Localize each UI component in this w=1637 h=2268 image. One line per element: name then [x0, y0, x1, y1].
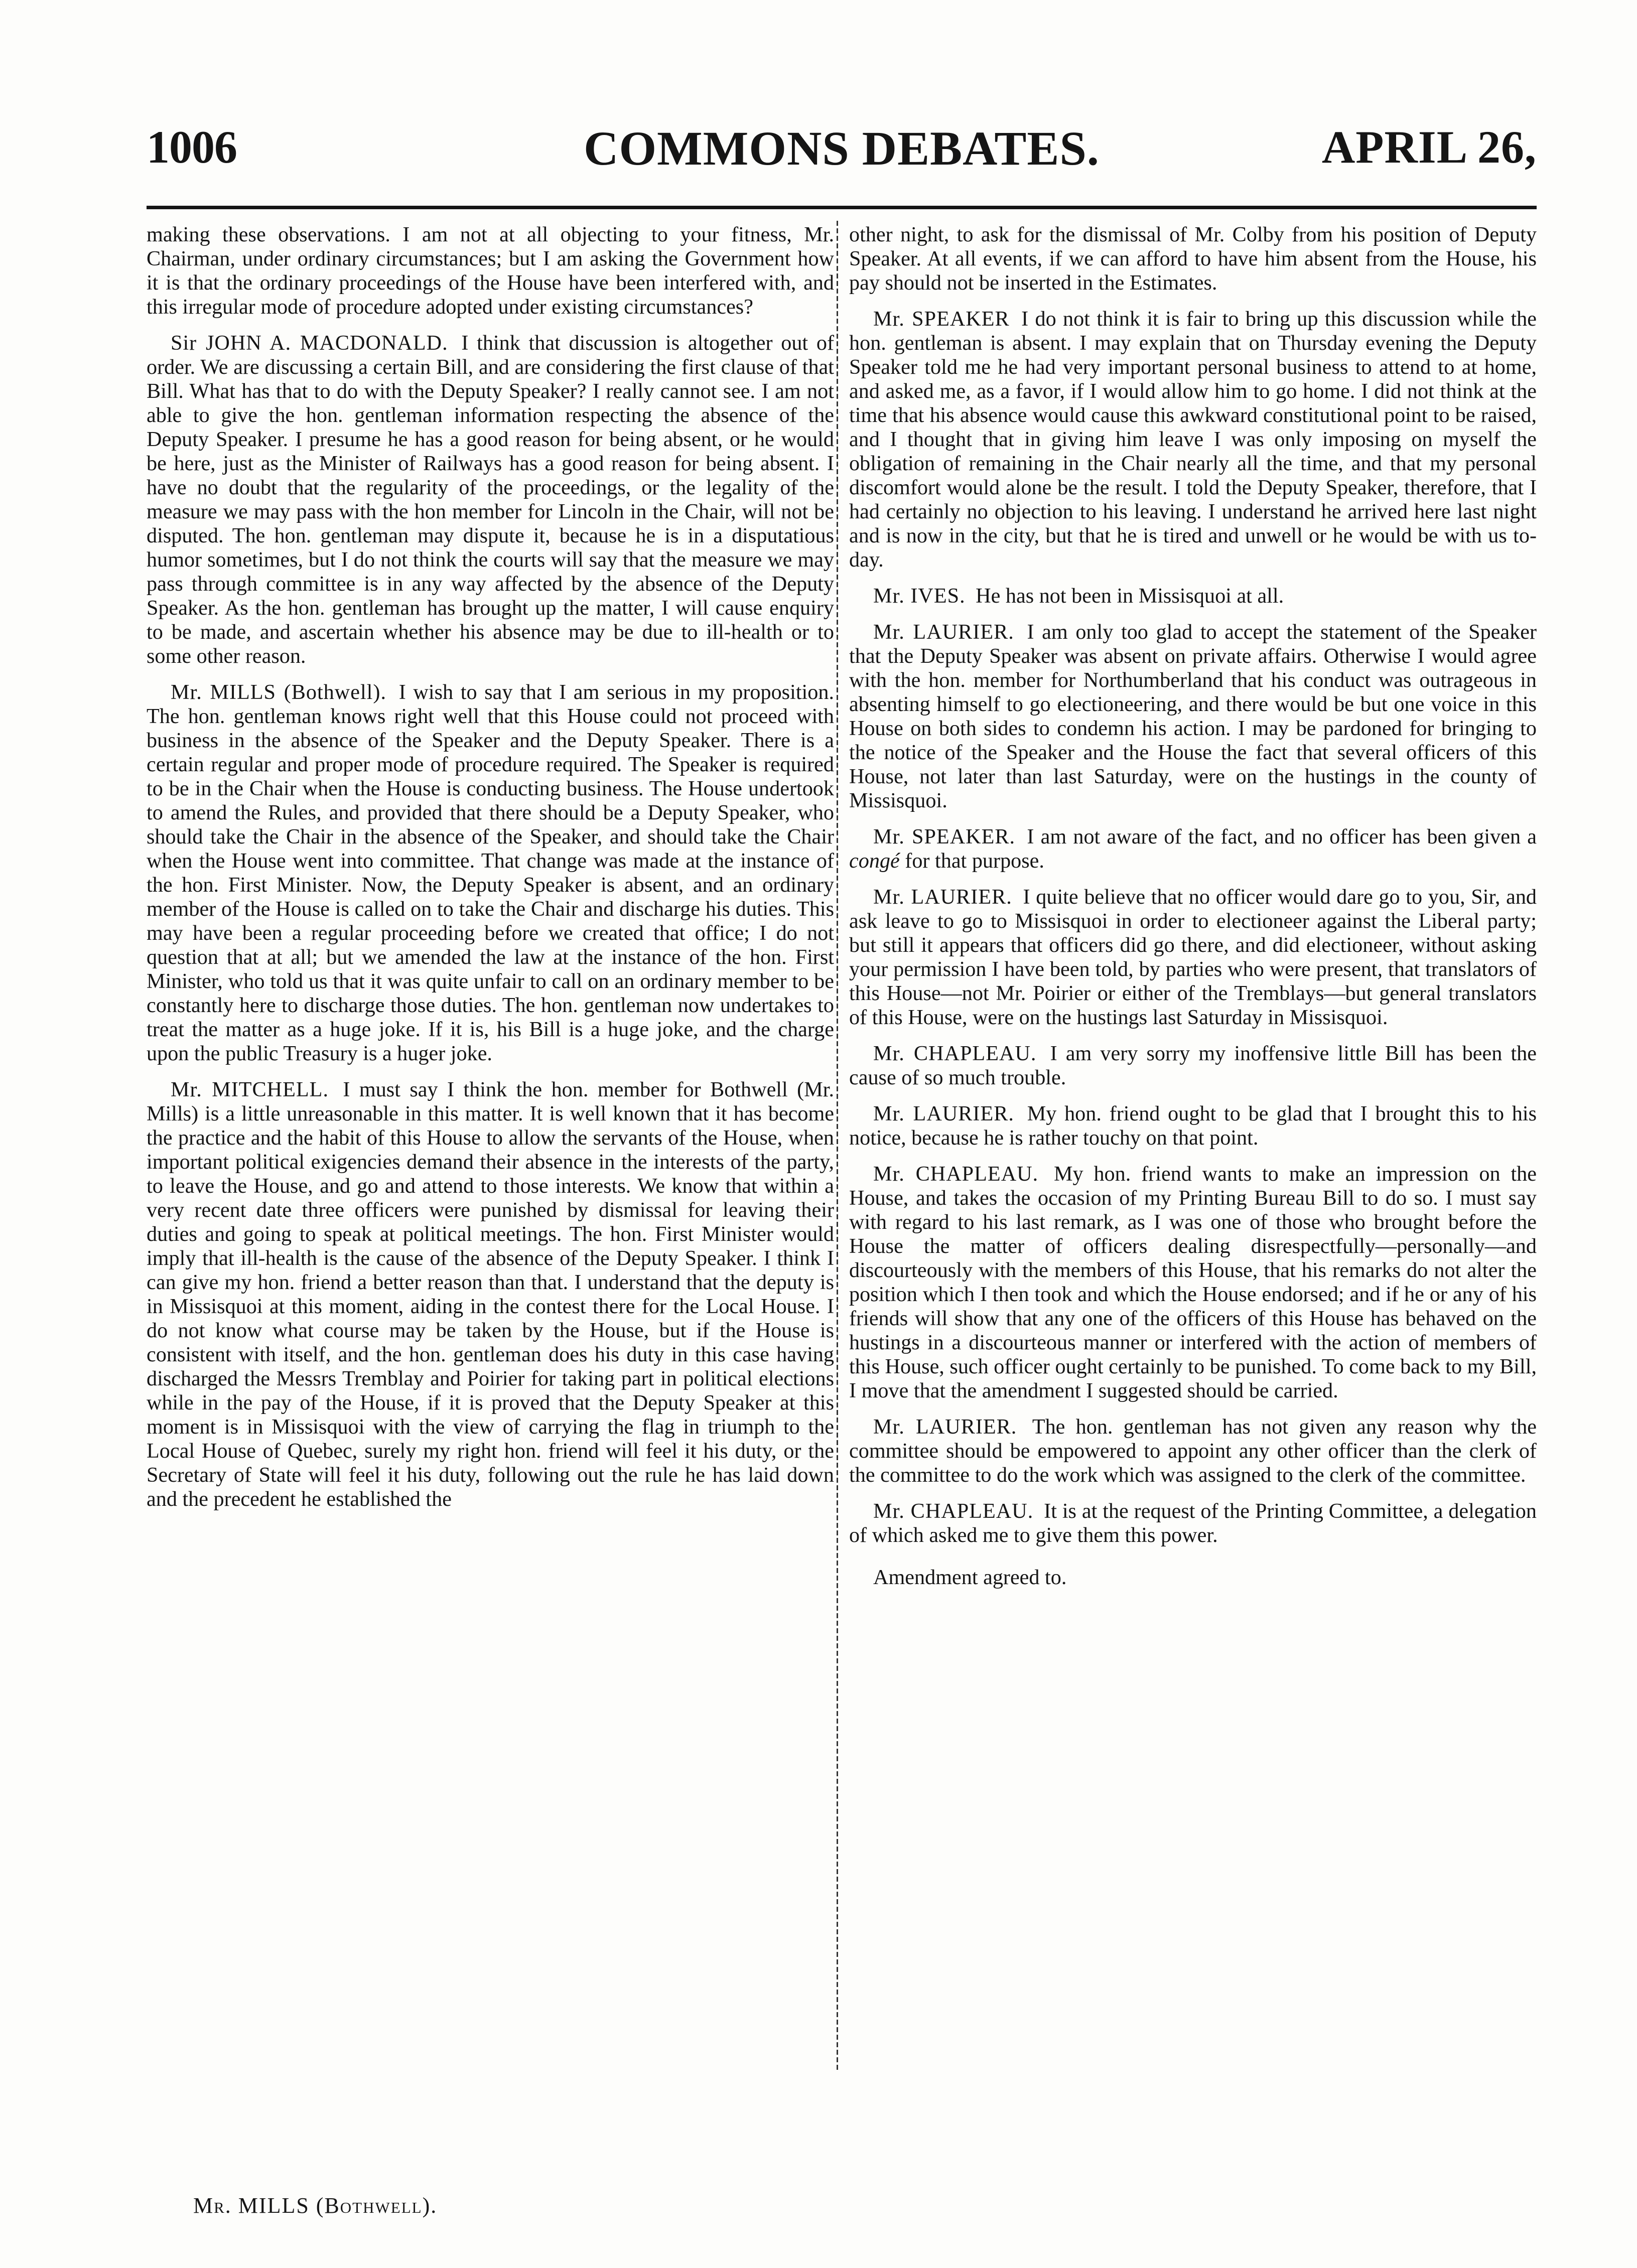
paragraph-text: My hon. friend wants to make an impression on the House, and takes the occasion of my Printing Bureau Bill to do so. I must say with regard to his last remark, as I was one of those who brought before the House the matter of officers dealing disrespectfully—personally—and discourteously with the members of this House, that his remarks do not alter the position which I then took and which the House endorsed; and if he or any of his friends will show that any one of the officers of this House has behaved on the hustings in a discourteous manner or interfered with the action of members of this House, such officer ought certainly to be punished. To come back to my Bill, I move that the amendment I suggested should be carried.: [849, 1162, 1537, 1402]
paragraph-text: I quite believe that no officer would dare go to you, Sir, and ask leave to go to Missisquoi in order to electioneer against the Liberal party; but still it appears that officers did go there, and did electioneer, without asking your permission I have been told, by parties who were present, that translators of this House—not Mr. Poirier or either of the Tremblays—but general translators of this House, were on the hustings last Saturday in Missisquoi.: [849, 885, 1537, 1029]
closing-line: Amendment agreed to.: [873, 1566, 1067, 1589]
left-column: [147, 223, 834, 2180]
continuation-speaker: Mr. MILLS (Bothwell).: [193, 2193, 438, 2218]
speaker-name: Mr. LAURIER.: [873, 885, 1012, 909]
paragraph: [849, 620, 1537, 813]
speaker-name: Mr. LAURIER.: [873, 620, 1014, 644]
paragraph: [147, 223, 834, 319]
paragraph: [849, 1415, 1537, 1487]
paragraph-text: I am only too glad to accept the statement of the Speaker that the Deputy Speaker was absent on private affairs. Otherwise I would agree with the hon. member for Northumberland that his conduct was outrageous in absenting himself to go electioneering, and there would be but one voice in this House on both sides to condemn his action. I may be pardoned for bringing to the notice of the Speaker and the House the fact that several officers of this House, not later than last Saturday, were on the hustings in the county of Missisquoi.: [849, 620, 1537, 812]
paragraph: [849, 1102, 1537, 1150]
paragraph: [849, 307, 1537, 572]
speaker-name: Mr. MITCHELL.: [171, 1078, 329, 1101]
paragraph-text: I must say I think the hon. member for Bothwell (Mr. Mills) is a little unreasonable in this matter. It is well known that it has become the practice and the habit of this House to allow the servants of the House, when important political exigencies demand their absence in the interests of the party, to leave the House, and go and attend to those interests. We know that within a very recent date three officers were punished by dismissal for leaving their duties and going to speak at political meetings. The hon. First Minister would imply that ill-health is the cause of the absence of the Deputy Speaker. I think I can give my hon. friend a better reason than that. I understand that the deputy is in Missisquoi at this moment, aiding in the contest there for the Local House. I do not know what course may be taken by the House, but if the House is consistent with itself, and the hon. gentleman does his duty in this case having discharged the Messrs Tremblay and Poirier for taking part in political elections while in the pay of the House, if it is proved that the Deputy Speaker at this moment is in Missisquoi with the view of carrying the flag in triumph to the Local House of Quebec, surely my right hon. friend will feel it his duty, or the Secretary of State will feel it his duty, following out the rule he has laid down and the precedent he established the: [147, 1078, 834, 1511]
speaker-name: Mr. MILLS (Bothwell).: [171, 680, 387, 704]
paragraph-text: I am very sorry my inoffensive little Bill has been the cause of so much trouble.: [849, 1042, 1537, 1089]
speaker-name: Mr. CHAPLEAU.: [873, 1162, 1039, 1186]
journal-title: COMMONS DEBATES.: [584, 121, 1100, 175]
speaker-name: Sir JOHN A. MACDONALD.: [171, 331, 448, 355]
speaker-name: Mr. CHAPLEAU.: [873, 1499, 1034, 1523]
right-column: [849, 223, 1537, 1728]
paragraph-text: The hon. gentleman has not given any reason why the committee should be empowered to appoint any other officer than the clerk of the committee to do the work which was assigned to the clerk of the committee.: [849, 1415, 1537, 1487]
page-header: [147, 113, 1537, 189]
paragraph-text: other night, to ask for the dismissal of Mr. Colby from his position of Deputy Speaker. At all events, if we can afford to have him absent from the House, his pay should not be inserted in the Estimates.: [849, 223, 1537, 295]
paragraph: [849, 1042, 1537, 1090]
paragraph-text: My hon. friend ought to be glad that I brought this to his notice, because he is rather touchy on that point.: [849, 1102, 1537, 1150]
paragraph: [849, 1162, 1537, 1403]
speaker-name: Mr. CHAPLEAU.: [873, 1042, 1037, 1065]
paragraph: [147, 331, 834, 668]
header-rule: [147, 206, 1537, 209]
page-number: 1006: [147, 121, 237, 173]
paragraph: [849, 1499, 1537, 1547]
paragraph-text: I do not think it is fair to bring up this discussion while the hon. gentleman is absent. I may explain that on Thursday evening the Deputy Speaker told me he had very important personal business to attend to at home, and asked me, as a favor, if I would allow him to go home. I did not think at the time that his absence would cause this awkward constitutional point to be raised, and I thought that in giving him leave I was only imposing on myself the obligation of remaining in the Chair nearly all the time, and that my personal discomfort would alone be the result. I told the Deputy Speaker, therefore, that I had certainly no objection to his leaving. I understand he arrived here last night and is now in the city, but that he is tired and unwell or he would be with us to-day.: [849, 307, 1537, 572]
paragraph-text: I am not aware of the fact, and no officer has been given a: [1027, 825, 1537, 848]
paragraph: [147, 1078, 834, 1511]
italic-term: congé: [849, 849, 900, 873]
paragraph-text: I wish to say that I am serious in my proposition. The hon. gentleman knows right well that this House could not proceed with business in the absence of the Speaker and the Deputy Speaker. There is a certain regular and proper mode of procedure required. The Speaker is required to be in the Chair when the House is conducting business. The House undertook to amend the Rules, and provided that there should be a Deputy Speaker, who should take the Chair in the absence of the Speaker, and should take the Chair when the House went into committee. That change was made at the instance of the hon. First Minister. Now, the Deputy Speaker is absent, and an ordinary member of the House is called on to take the Chair and discharge his duties. This may have been a regular proceeding before we created that office; I do not question that at all; but we amended the law at the instance of the hon. First Minister, who told us that it was quite unfair to call on an ordinary member to be constantly here to discharge those duties. The hon. gentleman now undertakes to treat the matter as a huge joke. If it is, his Bill is a huge joke, and the charge upon the public Treasury is a huger joke.: [147, 680, 834, 1065]
speaker-name: Mr. IVES.: [873, 584, 966, 608]
paragraph-text: for that purpose.: [905, 849, 1044, 873]
paragraph: [849, 825, 1537, 873]
paragraph-text: making these observations. I am not at all objecting to your fitness, Mr. Chairman, under ordinary circumstances; but I am asking the Government how it is that the ordinary proceedings of the House have been interfered with, and this irregular mode of procedure adopted under existing circumstances?: [147, 223, 834, 319]
paragraph-text: He has not been in Missisquoi at all.: [976, 584, 1284, 608]
paragraph: [147, 680, 834, 1066]
page-date: APRIL 26,: [1321, 121, 1537, 173]
speaker-name: Mr. SPEAKER.: [873, 825, 1016, 848]
speaker-name: Mr. LAURIER.: [873, 1415, 1017, 1439]
paragraph: [849, 584, 1537, 608]
column-divider: [837, 221, 838, 2072]
paragraph-text: It is at the request of the Printing Committee, a delegation of which asked me to give them this power.: [849, 1499, 1537, 1547]
paragraph-text: I think that discussion is altogether out of order. We are discussing a certain Bill, and are considering the first clause of that Bill. What has that to do with the Deputy Speaker? I really cannot see. I am not able to give the hon. gentleman information respecting the absence of the Deputy Speaker. I presume he has a good reason for being absent, or he would be here, just as the Minister of Railways has a good reason for being absent. I have no doubt that the regularity of the proceedings, or the legality of the measure we may pass with the hon member for Lincoln in the Chair, will not be disputed. The hon. gentleman may dispute it, because he is in a disputatious humor sometimes, but I do not think the courts will say that the measure we may pass through committee is in any way affected by the absence of the Deputy Speaker. As the hon. gentleman has brought up the matter, I will cause enquiry to be made, and ascertain whether his absence may be due to ill-health or to some other reason.: [147, 331, 835, 668]
paragraph: [849, 885, 1537, 1030]
paragraph: [849, 223, 1537, 295]
speaker-name: Mr. LAURIER.: [873, 1102, 1014, 1125]
speaker-name: Mr. SPEAKER: [873, 307, 1010, 331]
